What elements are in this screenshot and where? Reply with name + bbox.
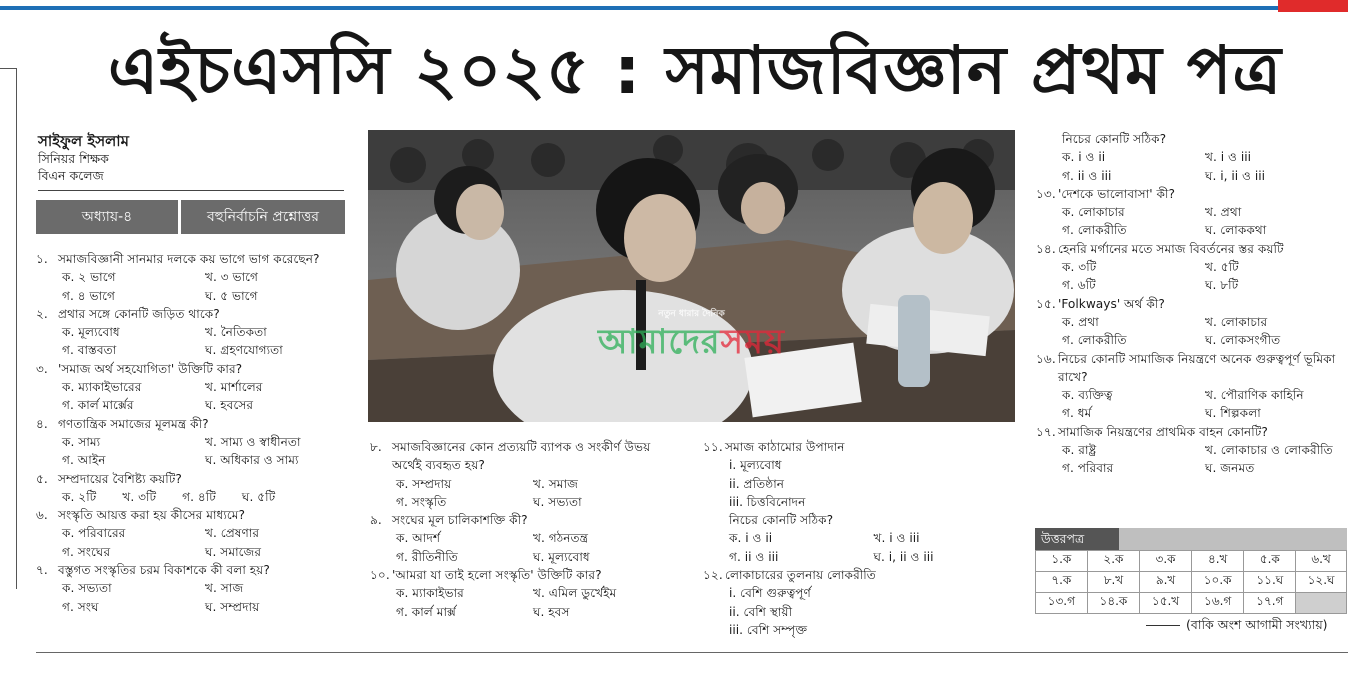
answer-option: গ. রীতিনীতি: [396, 549, 458, 564]
question-number: ১১.: [703, 440, 723, 454]
answer-options: [1036, 258, 1348, 295]
top-accent-bar: [0, 6, 1280, 10]
answer-option: খ. লোকাচার ও লোকরীতি: [1205, 443, 1333, 458]
question-item: [36, 470, 348, 488]
question-number: ২.: [36, 306, 48, 321]
question-number: ১২.: [703, 568, 723, 583]
question-text: নিচের কোনটি সামাজিক নিয়ন্ত্রণে অনেক গুরুত্বপূর্ণ ভূমিকা রাখে?: [1058, 351, 1336, 384]
answer-option: খ. সাজ: [205, 581, 244, 596]
answer-cell: ১৫.খ: [1140, 593, 1192, 614]
answer-options: [36, 488, 348, 506]
answer-options: [36, 524, 348, 561]
answer-option: ক. প্রথা: [1062, 314, 1099, 329]
answer-cell: ৬.খ: [1296, 551, 1347, 572]
answer-option: ঘ. মূল্যবোধ: [533, 549, 590, 564]
question-item: [370, 566, 670, 584]
answer-cell: [1296, 593, 1347, 614]
answer-option: খ. সমাজ: [533, 476, 579, 491]
question-text: বস্তুগত সংস্কৃতির চরম বিকাশকে কী বলা হয়?: [58, 563, 270, 578]
chapter-label: অধ্যায়-৪: [36, 200, 178, 234]
answer-options: [1036, 441, 1348, 478]
answer-option: ঘ. সম্প্রদায়: [205, 599, 260, 614]
question-text: সম্প্রদায়ের বৈশিষ্ট্য কয়টি?: [58, 471, 182, 486]
watermark-tagline: নতুন ধারার দৈনিক: [658, 309, 725, 319]
answer-cell: ৯.খ: [1140, 572, 1192, 593]
statement-item: i. মূল্যবোধ: [729, 458, 782, 473]
answer-options: [36, 433, 348, 470]
answer-option: খ. i ও iii: [873, 531, 920, 546]
answer-option: ক. i ও ii: [1062, 150, 1106, 165]
answer-cell: ১২.ঘ: [1296, 572, 1347, 593]
question-item: [1036, 295, 1348, 313]
answer-key-table: [1035, 550, 1347, 614]
answer-option: খ. সাম্য ও স্বাধীনতা: [205, 434, 301, 449]
questions-column-3: [703, 438, 1018, 639]
answer-options: [370, 475, 670, 512]
question-text: সমাজবিজ্ঞানী সানমার দলকে কয় ভাগে ভাগ করেছেন?: [58, 252, 320, 266]
answer-option: গ. লোকরীতি: [1062, 223, 1127, 238]
answer-cell: ১১.ঘ: [1244, 572, 1296, 593]
answer-option: ক. রাষ্ট্র: [1062, 443, 1097, 458]
answer-option: খ. পৌরাণিক কাহিনি: [1205, 388, 1304, 403]
answer-option: গ. ii ও iii: [729, 549, 779, 564]
question-item: [36, 506, 348, 524]
answer-cell: ১৭.গ: [1244, 593, 1296, 614]
question-text: সংঘের মূল চালিকাশক্তি কী?: [392, 513, 528, 528]
answer-option: গ. আইন: [62, 453, 106, 468]
answer-option: খ. লোকাচার: [1205, 314, 1268, 329]
question-text: সামাজিক নিয়ন্ত্রণের প্রাথমিক বাহন কোনটি?: [1058, 424, 1268, 439]
answer-option: ঘ. জনমত: [1205, 461, 1255, 476]
answer-options: [370, 584, 670, 621]
answer-cell: ৫.ক: [1244, 551, 1296, 572]
question-item: [370, 438, 670, 475]
statement-item: iii. বেশি সম্পৃক্ত: [729, 622, 808, 637]
answer-option: ক. মূল্যবোধ: [62, 325, 120, 340]
question-number: ১৩.: [1036, 186, 1056, 201]
answer-option: ক. আদর্শ: [396, 531, 441, 546]
answer-option: ঘ. অধিকার ও সাম্য: [205, 453, 299, 468]
answer-option: খ. প্রেষণার: [205, 526, 260, 541]
answer-option: ঘ. সমাজের: [205, 544, 262, 559]
question-text: প্রথার সঙ্গে কোনটি জড়িত থাকে?: [58, 306, 220, 321]
exam-hall-photo: [368, 130, 1015, 422]
answer-option: ক. পরিবারের: [62, 526, 126, 541]
answer-option: ঘ. সভ্যতা: [533, 494, 582, 509]
continued-dash: [1146, 625, 1180, 626]
questions-column-4: [1036, 130, 1348, 478]
answer-options: [1036, 148, 1348, 185]
answer-key-header: [1035, 528, 1347, 550]
answer-row: [1036, 551, 1347, 572]
answer-options: [703, 529, 1018, 566]
question-item: [1036, 185, 1348, 203]
chapter-type: বহুনির্বাচনি প্রশ্নোত্তর: [181, 200, 345, 234]
answer-option: ঘ. i, ii ও iii: [1205, 168, 1266, 183]
answer-cell: ১৩.গ: [1036, 593, 1088, 614]
answer-options: [36, 268, 348, 305]
question-item: [36, 415, 348, 433]
answer-option: ক. সম্প্রদায়: [396, 476, 452, 491]
answer-option: খ. ৫টি: [1205, 260, 1239, 275]
question-number: ৬.: [36, 508, 48, 523]
answer-cell: ২.ক: [1087, 551, 1140, 572]
students-photo-illustration: [368, 130, 1015, 422]
question-number: ১৭.: [1036, 424, 1056, 439]
answer-option: গ. সংস্কৃতি: [396, 494, 447, 509]
answer-option: ঘ. হবস: [533, 604, 570, 619]
question-prompt: নিচের কোনটি সঠিক?: [1062, 132, 1167, 146]
question-number: ৯.: [370, 513, 382, 528]
bottom-divider: [36, 652, 1348, 653]
answer-cell: ১৬.গ: [1191, 593, 1244, 614]
newspaper-watermark-logo: আমাদেরসময়: [598, 322, 785, 362]
answer-options: [370, 529, 670, 566]
question-number: ৮.: [370, 440, 382, 454]
answer-option: খ. গঠনতন্ত্র: [533, 531, 589, 546]
questions-column-1: [36, 250, 348, 616]
answer-option: গ. কার্ল মার্ক্সের: [62, 398, 134, 413]
question-item: [370, 511, 670, 529]
answer-cell: ১.ক: [1036, 551, 1088, 572]
answer-cell: ৭.ক: [1036, 572, 1088, 593]
question-item: [1036, 423, 1348, 441]
answer-option: ঘ. i, ii ও iii: [873, 549, 934, 564]
question-text: লোকাচারের তুলনায় লোকরীতি: [725, 568, 876, 583]
answer-row: [1036, 572, 1347, 593]
answer-option: গ. ৬টি: [1062, 278, 1096, 293]
answer-option: খ. মার্শালের: [205, 380, 263, 395]
answer-option: খ. ৩টি: [122, 489, 157, 504]
answer-option: গ. ৪ ভাগে: [62, 288, 116, 303]
answer-option: গ. ii ও iii: [1062, 168, 1112, 183]
answer-option: ঘ. গ্রহণযোগ্যতা: [205, 343, 283, 358]
question-item: [703, 438, 1018, 456]
top-red-tab: [1278, 0, 1348, 12]
questions-column-2: [370, 438, 670, 621]
question-text: 'Folkways' অর্থ কী?: [1058, 296, 1165, 311]
answer-option: গ. কার্ল মার্ক্স: [396, 604, 457, 619]
question-item: [1036, 350, 1348, 387]
answer-option: ক. সাম্য: [62, 434, 101, 449]
answer-cell: ১০.ক: [1191, 572, 1244, 593]
question-text: গণতান্ত্রিক সমাজের মূলমন্ত্র কী?: [58, 416, 209, 431]
answer-key: [1035, 528, 1347, 614]
answer-option: গ. সংঘের: [62, 544, 111, 559]
author-name: সাইফুল ইসলাম: [38, 132, 129, 150]
statement-item: i. বেশি গুরুত্বপূর্ণ: [729, 586, 811, 601]
answer-options: [1036, 203, 1348, 240]
question-item: [703, 566, 1018, 584]
answer-option: ক. i ও ii: [729, 531, 773, 546]
question-text: সমাজ কাঠামোর উপাদান: [725, 440, 845, 454]
question-item: [1036, 240, 1348, 258]
answer-option: ক. ৩টি: [1062, 260, 1097, 275]
answer-options: [1036, 386, 1348, 423]
page-title: এইচএসসি ২০২৫ : সমাজবিজ্ঞান প্রথম পত্র: [108, 32, 1282, 109]
answer-option: ঘ. লোককথা: [1205, 223, 1267, 238]
statement-item: ii. বেশি স্থায়ী: [729, 604, 793, 619]
question-text: 'আমরা যা তাই হলো সংস্কৃতি' উক্তিটি কার?: [392, 568, 602, 583]
answer-option: খ. ৩ ভাগে: [205, 270, 259, 285]
question-text: 'সমাজ অর্থ সহযোগিতা' উক্তিটি কার?: [58, 361, 243, 376]
chapter-banner: [36, 200, 345, 234]
answer-options: [36, 378, 348, 415]
answer-option: গ. পরিবার: [1062, 461, 1114, 476]
statement-item: ii. প্রতিষ্ঠান: [729, 476, 784, 491]
answer-row: [1036, 593, 1347, 614]
question-number: ১৫.: [1036, 296, 1056, 311]
statement-item: iii. চিত্তবিনোদন: [729, 494, 806, 509]
answer-options: [36, 323, 348, 360]
left-margin-rule: [0, 68, 17, 589]
question-number: ৭.: [36, 563, 48, 578]
question-number: ১৬.: [1036, 351, 1056, 366]
question-item: [36, 305, 348, 323]
answer-key-title: উত্তরপত্র: [1035, 528, 1119, 550]
answer-option: ঘ. ৫ ভাগে: [205, 288, 258, 303]
answer-option: খ. প্রথা: [1205, 205, 1242, 220]
answer-option: গ. সংঘ: [62, 599, 99, 614]
question-item: [36, 360, 348, 378]
answer-option: ক. ব্যক্তিত্ব: [1062, 388, 1113, 403]
question-text: সমাজবিজ্ঞানের কোন প্রত্যয়টি ব্যাপক ও সংকীর্ণ উভয় অর্থেই ব্যবহৃত হয়?: [392, 440, 651, 473]
answer-option: ক. লোকাচার: [1062, 205, 1125, 220]
continued-text: (বাকি অংশ আগামী সংখ্যায়): [1186, 617, 1328, 632]
answer-options: [1036, 313, 1348, 350]
author-title: সিনিয়র শিক্ষক: [38, 151, 109, 166]
continued-note: [1146, 617, 1346, 637]
question-number: ৪.: [36, 416, 48, 431]
answer-option: গ. বাস্তবতা: [62, 343, 117, 358]
answer-cell: ১৪.ক: [1087, 593, 1140, 614]
answer-option: গ. ৪টি: [182, 489, 216, 504]
question-number: ১.: [36, 252, 48, 266]
question-text: 'দেশকে ভালোবাসা' কী?: [1058, 186, 1175, 201]
question-item: [36, 561, 348, 579]
answer-option: ঘ. ৮টি: [1205, 278, 1239, 293]
author-block: [38, 132, 344, 191]
question-item: [36, 250, 348, 268]
question-number: ১৪.: [1036, 241, 1056, 256]
answer-option: ঘ. ৫টি: [241, 489, 276, 504]
answer-option: ক. ম্যাকাইভার: [396, 586, 464, 601]
answer-option: গ. লোকরীতি: [1062, 333, 1127, 348]
answer-option: ক. সভ্যতা: [62, 581, 112, 596]
question-text: সংস্কৃতি আয়ত্ত করা হয় কীসের মাধ্যমে?: [58, 508, 246, 523]
answer-cell: ৪.খ: [1191, 551, 1244, 572]
answer-option: ঘ. হবসের: [205, 398, 254, 413]
answer-cell: ৩.ক: [1140, 551, 1192, 572]
question-number: ৫.: [36, 471, 48, 486]
question-number: ১০.: [370, 568, 390, 583]
answer-option: খ. এমিল ডুর্খেইম: [533, 586, 617, 601]
answer-option: গ. ধর্ম: [1062, 406, 1092, 421]
answer-options: [36, 579, 348, 616]
question-prompt: নিচের কোনটি সঠিক?: [729, 513, 834, 528]
answer-cell: ৮.খ: [1087, 572, 1140, 593]
author-college: বিএন কলেজ: [38, 168, 104, 183]
answer-option: খ. i ও iii: [1205, 150, 1252, 165]
answer-option: খ. নৈতিকতা: [205, 325, 267, 340]
answer-option: ক. ম্যাকাইভারের: [62, 380, 142, 395]
answer-option: ক. ২টি: [62, 489, 97, 504]
answer-option: ঘ. শিল্পকলা: [1205, 406, 1261, 421]
question-text: হেনরি মর্গানের মতে সমাজ বিবর্তনের স্তর কয়টি: [1058, 241, 1284, 256]
author-divider: [38, 190, 344, 191]
answer-option: ঘ. লোকসংগীত: [1205, 333, 1281, 348]
question-number: ৩.: [36, 361, 48, 376]
answer-option: ক. ২ ভাগে: [62, 270, 116, 285]
